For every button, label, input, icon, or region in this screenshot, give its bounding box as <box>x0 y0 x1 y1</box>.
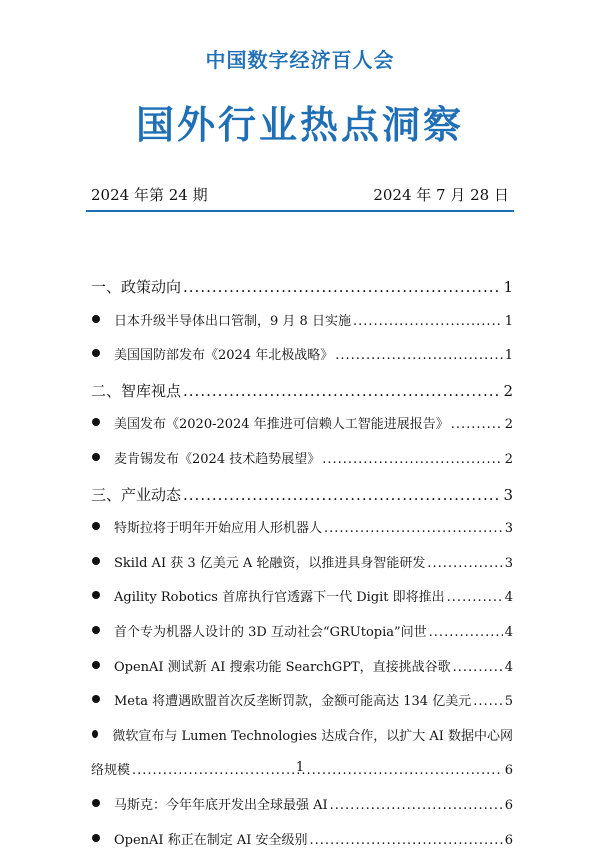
toc-section-title: 三、产业动态 <box>91 478 181 513</box>
organization-name: 中国数字经济百人会 <box>0 44 600 73</box>
toc-page-number: 3 <box>505 547 513 582</box>
toc-item[interactable] <box>91 789 513 824</box>
toc-leader <box>451 408 503 443</box>
toc-leader <box>183 270 501 305</box>
report-title: 国外行业热点洞察 <box>0 94 600 149</box>
toc-leader <box>183 374 501 409</box>
toc-section-think-tank[interactable] <box>91 374 513 409</box>
toc-page-number: 4 <box>505 651 513 686</box>
toc-item-text: 首个专为机器人设计的 3D 互动社会“GRUtopia”问世 <box>114 616 427 651</box>
toc-item-text: OpenAI 称正在制定 AI 安全级别 <box>114 824 308 858</box>
toc-page-number: 1 <box>505 305 513 340</box>
toc-item[interactable] <box>91 685 513 720</box>
toc-item[interactable] <box>91 339 513 374</box>
issue-date: 2024 年 7 月 28 日 <box>373 184 509 205</box>
toc-page-number: 4 <box>505 616 513 651</box>
page-number: 1 <box>0 760 600 775</box>
toc-leader <box>322 443 503 478</box>
toc-item[interactable] <box>91 443 513 478</box>
toc-page-number: 1 <box>503 270 513 305</box>
toc-page-number: 3 <box>503 478 513 513</box>
toc-page-number: 2 <box>505 443 513 478</box>
toc-section-title: 二、智库视点 <box>91 374 181 409</box>
toc-item-text: 马斯克：今年年底开发出全球最强 AI <box>114 789 328 824</box>
bullet-icon <box>92 453 100 461</box>
toc-section-title: 一、政策动向 <box>91 270 181 305</box>
bullet-icon <box>92 695 100 703</box>
toc-page-number: 6 <box>505 824 513 858</box>
toc-item[interactable] <box>91 305 513 340</box>
toc-page-number: 6 <box>505 789 513 824</box>
toc-leader <box>473 685 503 720</box>
toc-item[interactable] <box>91 408 513 443</box>
toc-leader <box>453 651 503 686</box>
toc-section-policy[interactable] <box>91 270 513 305</box>
issue-info <box>91 184 509 208</box>
toc-item[interactable] <box>91 512 513 547</box>
bullet-icon <box>92 418 100 426</box>
toc-leader <box>324 512 503 547</box>
toc-item[interactable] <box>91 651 513 686</box>
toc-item[interactable] <box>91 547 513 582</box>
toc-section-industry[interactable] <box>91 478 513 513</box>
bullet-icon <box>92 730 98 738</box>
toc-leader <box>353 305 503 340</box>
bullet-icon <box>92 349 100 357</box>
toc-item[interactable] <box>91 616 513 651</box>
toc-page-number: 2 <box>503 374 513 409</box>
toc-leader <box>447 581 503 616</box>
toc-item-text: OpenAI 测试新 AI 搜索功能 SearchGPT，直接挑战谷歌 <box>114 651 451 686</box>
toc-page-number: 6 <box>505 754 513 789</box>
toc-item-text: Skild AI 获 3 亿美元 A 轮融资，以推进具身智能研发 <box>114 547 425 582</box>
bullet-icon <box>92 557 100 565</box>
toc-leader <box>183 478 501 513</box>
toc-leader <box>335 339 503 374</box>
toc-item-text: 美国发布《2020-2024 年推进可信赖人工智能进展报告》 <box>114 408 449 443</box>
bullet-icon <box>92 315 100 323</box>
bullet-icon <box>92 522 100 530</box>
toc-leader <box>429 616 503 651</box>
toc-page-number: 1 <box>505 339 513 374</box>
toc-item-text: Agility Robotics 首席执行官透露下一代 Digit 即将推出 <box>114 581 445 616</box>
toc-item-text: 麦肯锡发布《2024 技术趋势展望》 <box>114 443 320 478</box>
toc-item-text-continued: 络规模 <box>91 754 130 789</box>
toc-page-number: 3 <box>505 512 513 547</box>
bullet-icon <box>92 661 100 669</box>
toc-leader <box>427 547 502 582</box>
toc-item-text: 美国国防部发布《2024 年北极战略》 <box>114 339 333 374</box>
issue-number: 2024 年第 24 期 <box>91 184 208 205</box>
toc-item-wrapped[interactable] <box>91 720 513 789</box>
toc-item-text: 日本升级半导体出口管制，9 月 8 日实施 <box>114 305 351 340</box>
toc-item[interactable] <box>91 824 513 858</box>
toc-page-number: 2 <box>505 408 513 443</box>
bullet-icon <box>92 591 100 599</box>
toc-item-text: 微软宣布与 Lumen Technologies 达成合作，以扩大 AI 数据中心网 <box>112 720 513 755</box>
toc-item[interactable] <box>91 581 513 616</box>
header-divider <box>86 210 514 212</box>
bullet-icon <box>92 834 100 842</box>
toc-page-number: 4 <box>505 581 513 616</box>
toc-leader <box>330 789 503 824</box>
toc-leader <box>310 824 503 858</box>
bullet-icon <box>92 799 100 807</box>
toc-item-text: 特斯拉将于明年开始应用人形机器人 <box>114 512 322 547</box>
toc-item-text: Meta 将遭遇欧盟首次反垄断罚款，金额可能高达 134 亿美元 <box>114 685 471 720</box>
toc-page-number: 5 <box>505 685 513 720</box>
bullet-icon <box>92 626 100 634</box>
